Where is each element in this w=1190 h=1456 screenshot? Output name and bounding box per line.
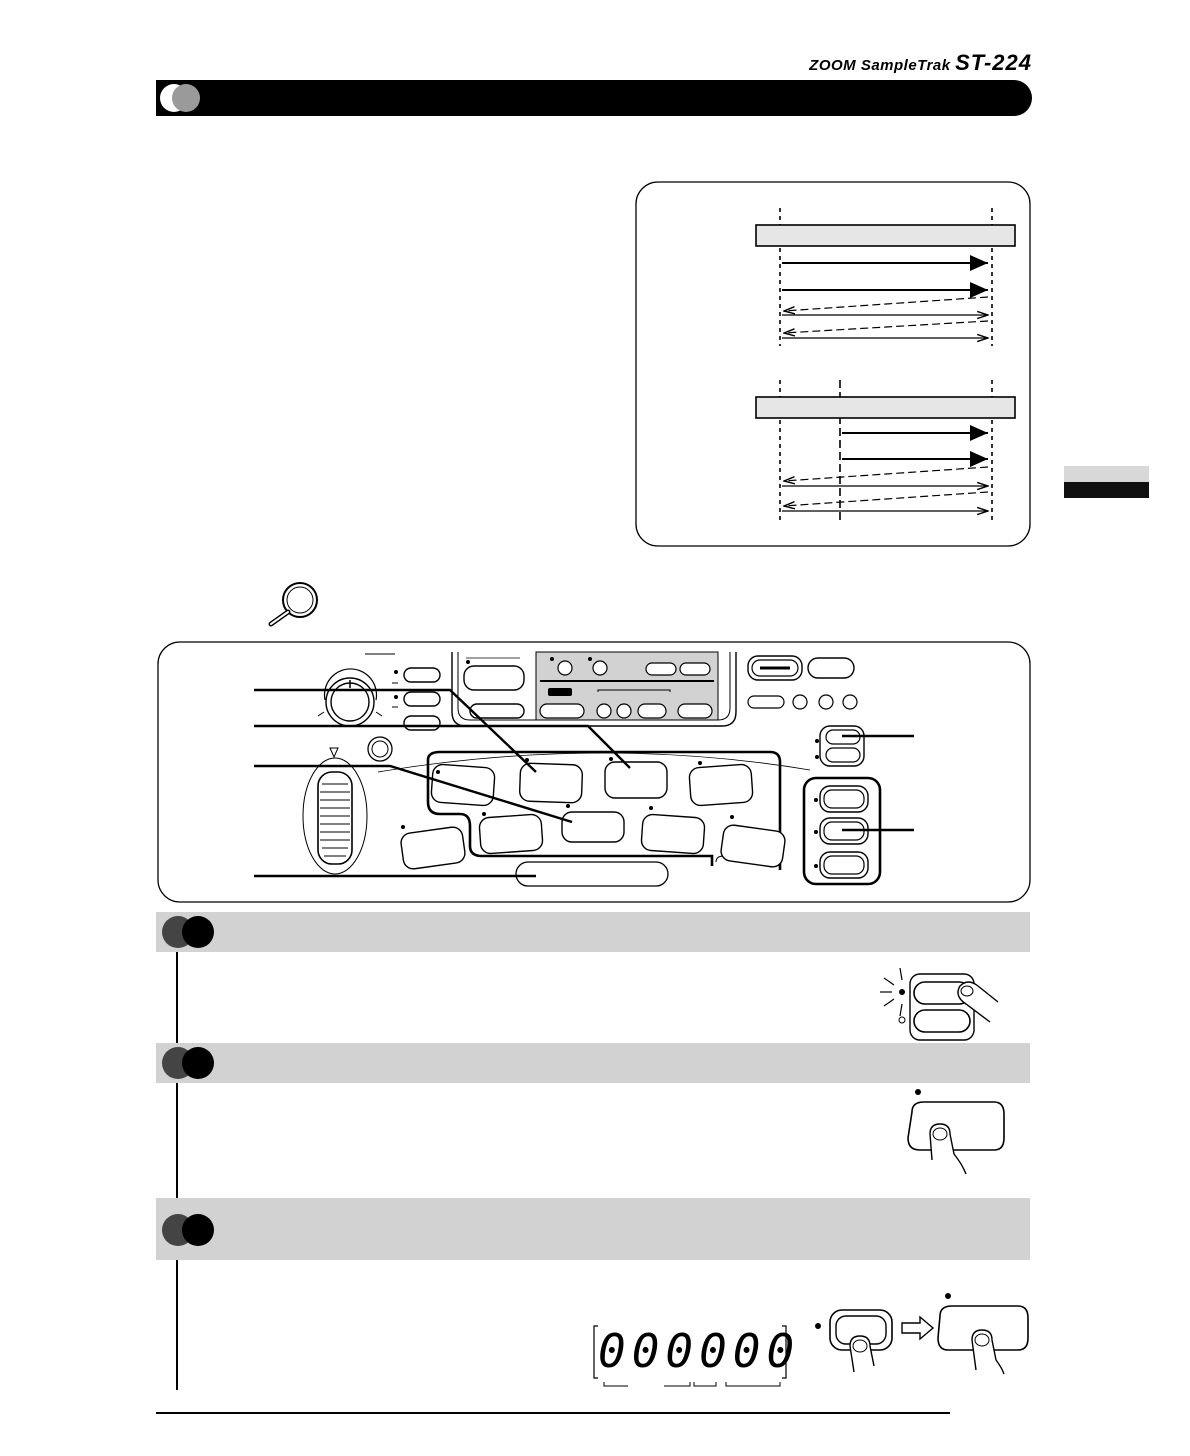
led-display-digits: 000000 — [598, 1324, 801, 1378]
brand-prefix: ZOOM SampleTrak — [809, 57, 951, 74]
finger-press-icon — [934, 1290, 1034, 1374]
footer-rule — [156, 1412, 950, 1414]
arrow-right-icon — [900, 1316, 936, 1340]
finger-press-icon — [810, 1300, 900, 1374]
brand-model: ST-224 — [955, 50, 1032, 75]
